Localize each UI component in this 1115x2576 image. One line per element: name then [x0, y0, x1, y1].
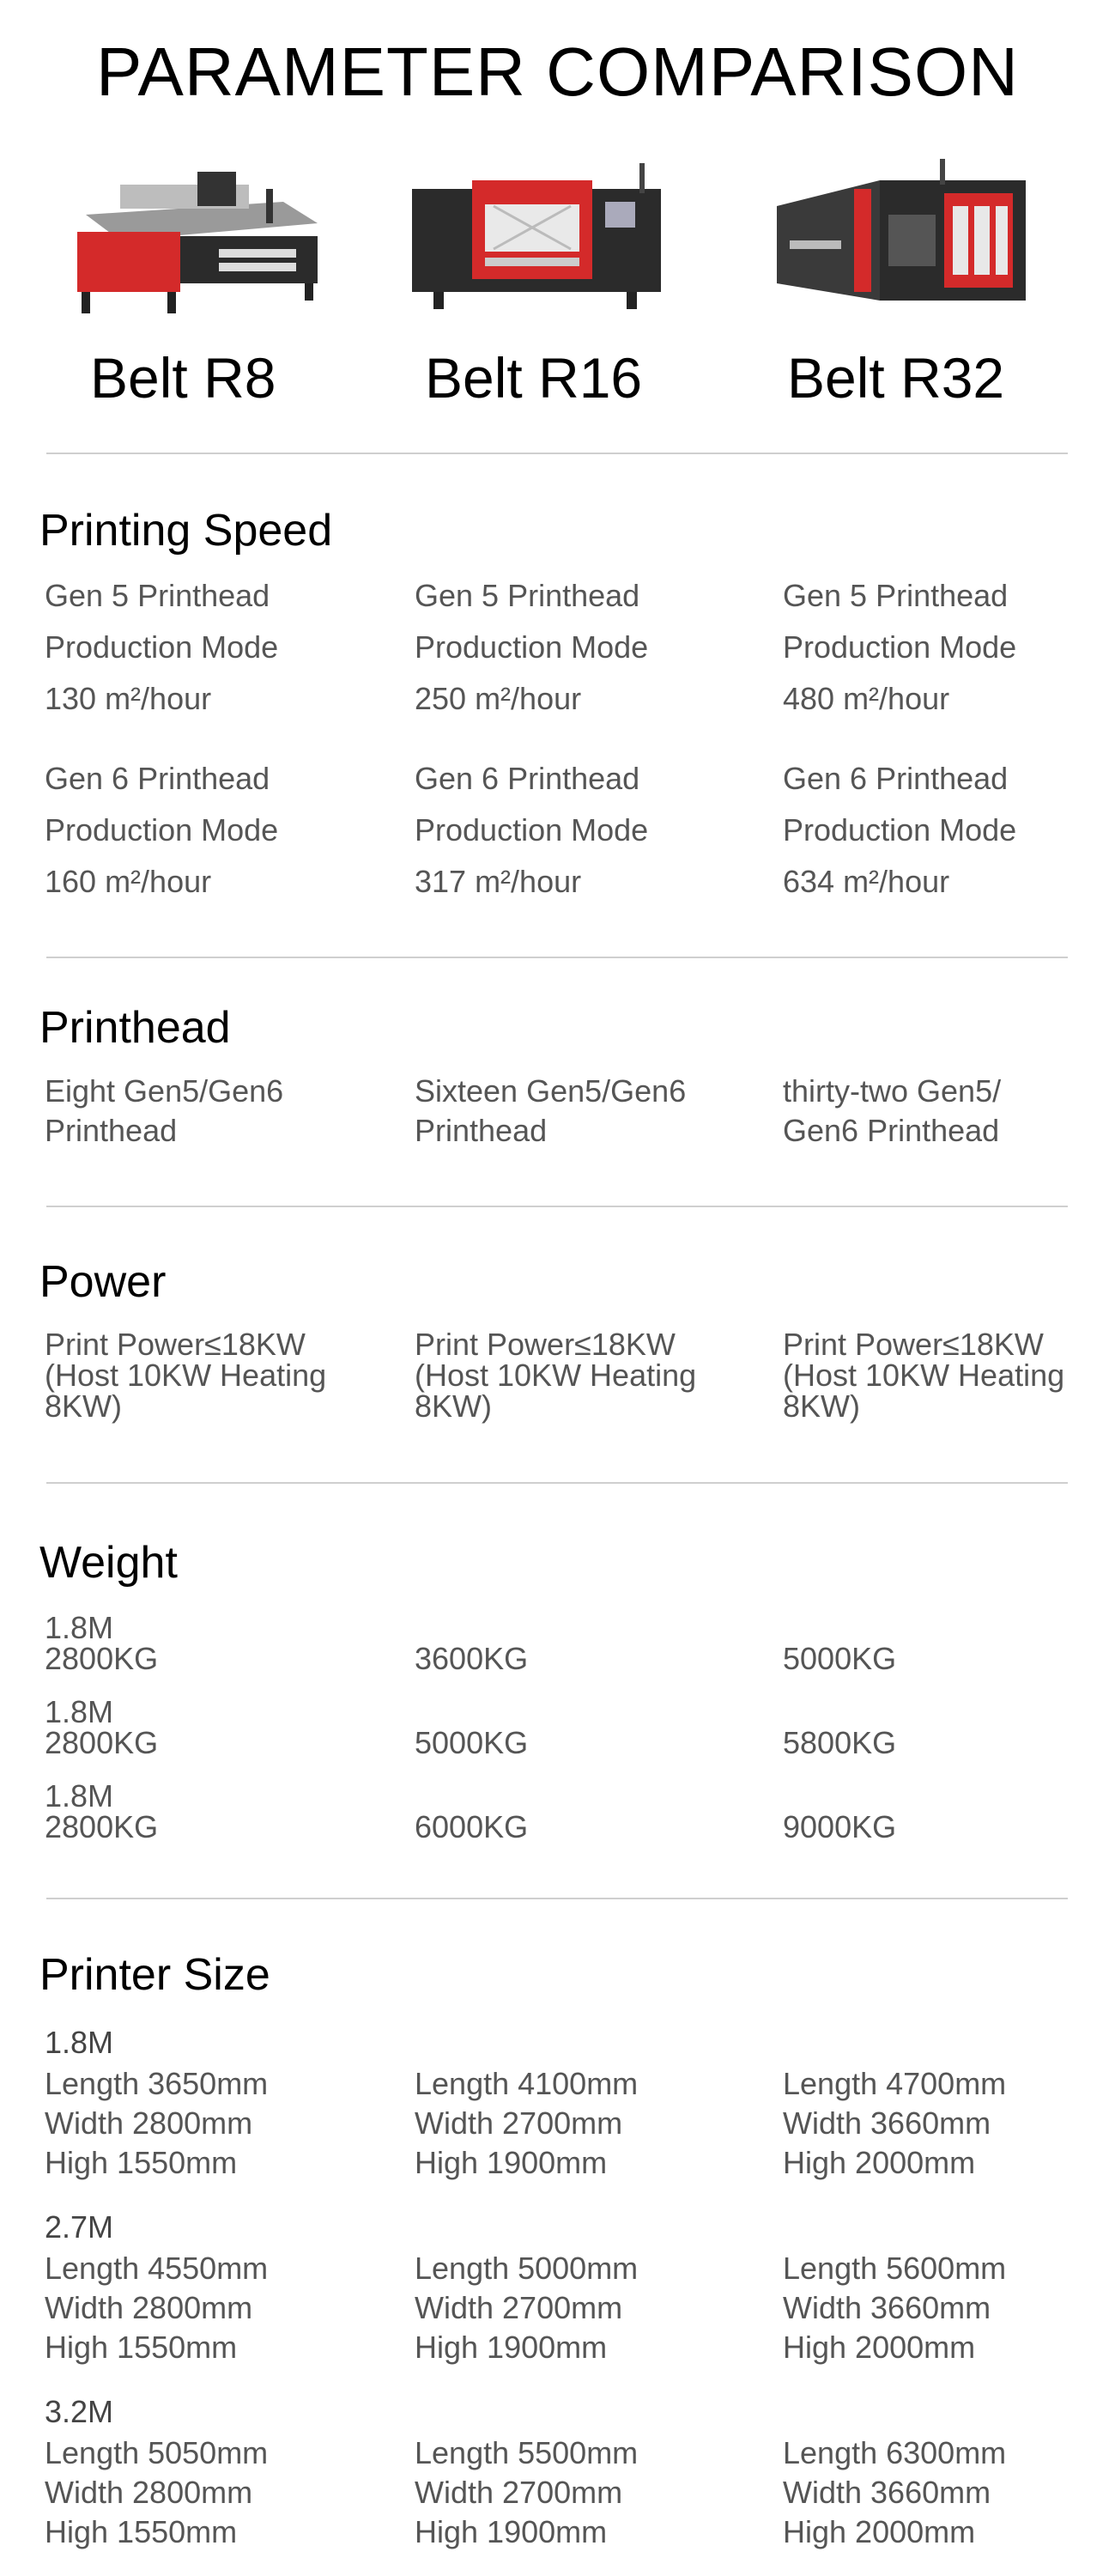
- model-name-r8: Belt R8: [90, 346, 276, 410]
- size-length: Length 4550mm: [45, 2251, 269, 2286]
- size-variant-label: 3.2M: [45, 2394, 114, 2429]
- belt-r8-printer-image: [69, 155, 326, 318]
- weight-row-2-r32: 5800KG: [783, 1725, 897, 1760]
- section-title-printhead: Printhead: [39, 1003, 231, 1053]
- speed-value: 634 m²/hour: [783, 864, 950, 899]
- speed-gen5-r16: [415, 570, 648, 725]
- power-line: 8KW): [783, 1388, 860, 1424]
- size-length: Length 5050mm: [45, 2435, 269, 2470]
- mode-label: Production Mode: [45, 629, 279, 665]
- printhead-label: Gen 6 Printhead: [783, 761, 1009, 796]
- size-width: Width 2700mm: [415, 2475, 623, 2510]
- printhead-line: thirty-two Gen5/: [783, 1073, 1002, 1109]
- power-line: 8KW): [45, 1388, 122, 1424]
- weight-value: 2800KG: [45, 1809, 159, 1844]
- weight-row-3-r16: 6000KG: [415, 1809, 529, 1844]
- mode-label: Production Mode: [415, 812, 649, 848]
- divider: [46, 957, 1068, 958]
- weight-variant: 1.8M: [45, 1694, 114, 1729]
- section-title-weight: Weight: [39, 1538, 178, 1588]
- model-name-r16: Belt R16: [425, 346, 643, 410]
- size-length: Length 5600mm: [783, 2251, 1007, 2286]
- size-high: High 1550mm: [45, 2330, 238, 2365]
- speed-gen6-r8: [45, 753, 278, 908]
- power-line: Print Power≤18KW: [783, 1327, 1044, 1362]
- printhead-r16: [415, 1072, 686, 1151]
- size-1-r8: [45, 2064, 268, 2183]
- power-line: 8KW): [415, 1388, 492, 1424]
- size-2-r16: [415, 2249, 638, 2367]
- printhead-label: Gen 6 Printhead: [45, 761, 270, 796]
- size-3-r16: [415, 2433, 638, 2552]
- weight-row-2-r8: [45, 1694, 159, 1760]
- page-title: PARAMETER COMPARISON: [96, 33, 1019, 110]
- size-high: High 1550mm: [45, 2514, 238, 2549]
- size-width: Width 2700mm: [415, 2105, 623, 2141]
- size-variant-label: 2.7M: [45, 2209, 114, 2245]
- divider: [46, 453, 1068, 454]
- size-1-r16: [415, 2064, 638, 2183]
- printhead-line: Gen6 Printhead: [783, 1113, 1000, 1148]
- printhead-r32: [783, 1072, 1001, 1151]
- printhead-label: Gen 5 Printhead: [783, 578, 1009, 613]
- size-width: Width 3660mm: [783, 2475, 991, 2510]
- size-high: High 2000mm: [783, 2145, 976, 2180]
- speed-gen6-r32: [783, 753, 1016, 908]
- size-high: High 2000mm: [783, 2514, 976, 2549]
- printhead-line: Printhead: [45, 1113, 178, 1148]
- size-width: Width 2800mm: [45, 2105, 253, 2141]
- size-3-r8: [45, 2433, 268, 2552]
- size-width: Width 2700mm: [415, 2290, 623, 2325]
- printhead-label: Gen 5 Printhead: [415, 578, 640, 613]
- printhead-line: Eight Gen5/Gen6: [45, 1073, 284, 1109]
- size-length: Length 6300mm: [783, 2435, 1007, 2470]
- belt-r32-printer-image: [768, 155, 1034, 318]
- printhead-line: Printhead: [415, 1113, 548, 1148]
- size-high: High 1900mm: [415, 2330, 608, 2365]
- weight-value: 2800KG: [45, 1641, 159, 1676]
- size-3-r32: [783, 2433, 1006, 2552]
- weight-row-3-r8: [45, 1778, 159, 1844]
- weight-row-2-r16: 5000KG: [415, 1725, 529, 1760]
- size-width: Width 3660mm: [783, 2105, 991, 2141]
- size-width: Width 3660mm: [783, 2290, 991, 2325]
- mode-label: Production Mode: [45, 812, 279, 848]
- size-1-r32: [783, 2064, 1006, 2183]
- speed-value: 130 m²/hour: [45, 681, 212, 716]
- power-line: (Host 10KW Heating: [415, 1358, 697, 1393]
- speed-gen6-r16: [415, 753, 648, 908]
- size-high: High 1900mm: [415, 2514, 608, 2549]
- divider: [46, 1206, 1068, 1207]
- power-r16: [415, 1329, 696, 1422]
- size-2-r8: [45, 2249, 268, 2367]
- section-title-printing-speed: Printing Speed: [39, 506, 333, 556]
- mode-label: Production Mode: [415, 629, 649, 665]
- size-high: High 1550mm: [45, 2145, 238, 2180]
- printhead-label: Gen 5 Printhead: [45, 578, 270, 613]
- weight-row-1-r16: 3600KG: [415, 1641, 529, 1676]
- power-r32: [783, 1329, 1064, 1422]
- size-2-r32: [783, 2249, 1006, 2367]
- size-length: Length 4700mm: [783, 2066, 1007, 2101]
- size-high: High 2000mm: [783, 2330, 976, 2365]
- section-title-power: Power: [39, 1257, 167, 1307]
- weight-variant: 1.8M: [45, 1778, 114, 1814]
- section-title-printer-size: Printer Size: [39, 1950, 270, 2000]
- weight-value: 2800KG: [45, 1725, 159, 1760]
- mode-label: Production Mode: [783, 812, 1017, 848]
- power-line: Print Power≤18KW: [415, 1327, 676, 1362]
- weight-row-1-r8: [45, 1610, 159, 1676]
- weight-variant: 1.8M: [45, 1610, 114, 1645]
- speed-value: 160 m²/hour: [45, 864, 212, 899]
- size-length: Length 3650mm: [45, 2066, 269, 2101]
- size-high: High 1900mm: [415, 2145, 608, 2180]
- belt-r16-printer-image: [408, 155, 665, 318]
- speed-gen5-r32: [783, 570, 1016, 725]
- size-length: Length 4100mm: [415, 2066, 639, 2101]
- power-r8: [45, 1329, 326, 1422]
- power-line: Print Power≤18KW: [45, 1327, 306, 1362]
- power-line: (Host 10KW Heating: [45, 1358, 327, 1393]
- speed-value: 317 m²/hour: [415, 864, 582, 899]
- size-variant-label: 1.8M: [45, 2025, 114, 2060]
- size-width: Width 2800mm: [45, 2475, 253, 2510]
- speed-value: 250 m²/hour: [415, 681, 582, 716]
- size-length: Length 5000mm: [415, 2251, 639, 2286]
- speed-value: 480 m²/hour: [783, 681, 950, 716]
- model-name-r32: Belt R32: [787, 346, 1005, 410]
- size-width: Width 2800mm: [45, 2290, 253, 2325]
- speed-gen5-r8: [45, 570, 278, 725]
- mode-label: Production Mode: [783, 629, 1017, 665]
- weight-row-1-r32: 5000KG: [783, 1641, 897, 1676]
- power-line: (Host 10KW Heating: [783, 1358, 1065, 1393]
- size-length: Length 5500mm: [415, 2435, 639, 2470]
- divider: [46, 1482, 1068, 1484]
- divider: [46, 1898, 1068, 1899]
- weight-row-3-r32: 9000KG: [783, 1809, 897, 1844]
- printhead-label: Gen 6 Printhead: [415, 761, 640, 796]
- printhead-line: Sixteen Gen5/Gen6: [415, 1073, 687, 1109]
- printhead-r8: [45, 1072, 283, 1151]
